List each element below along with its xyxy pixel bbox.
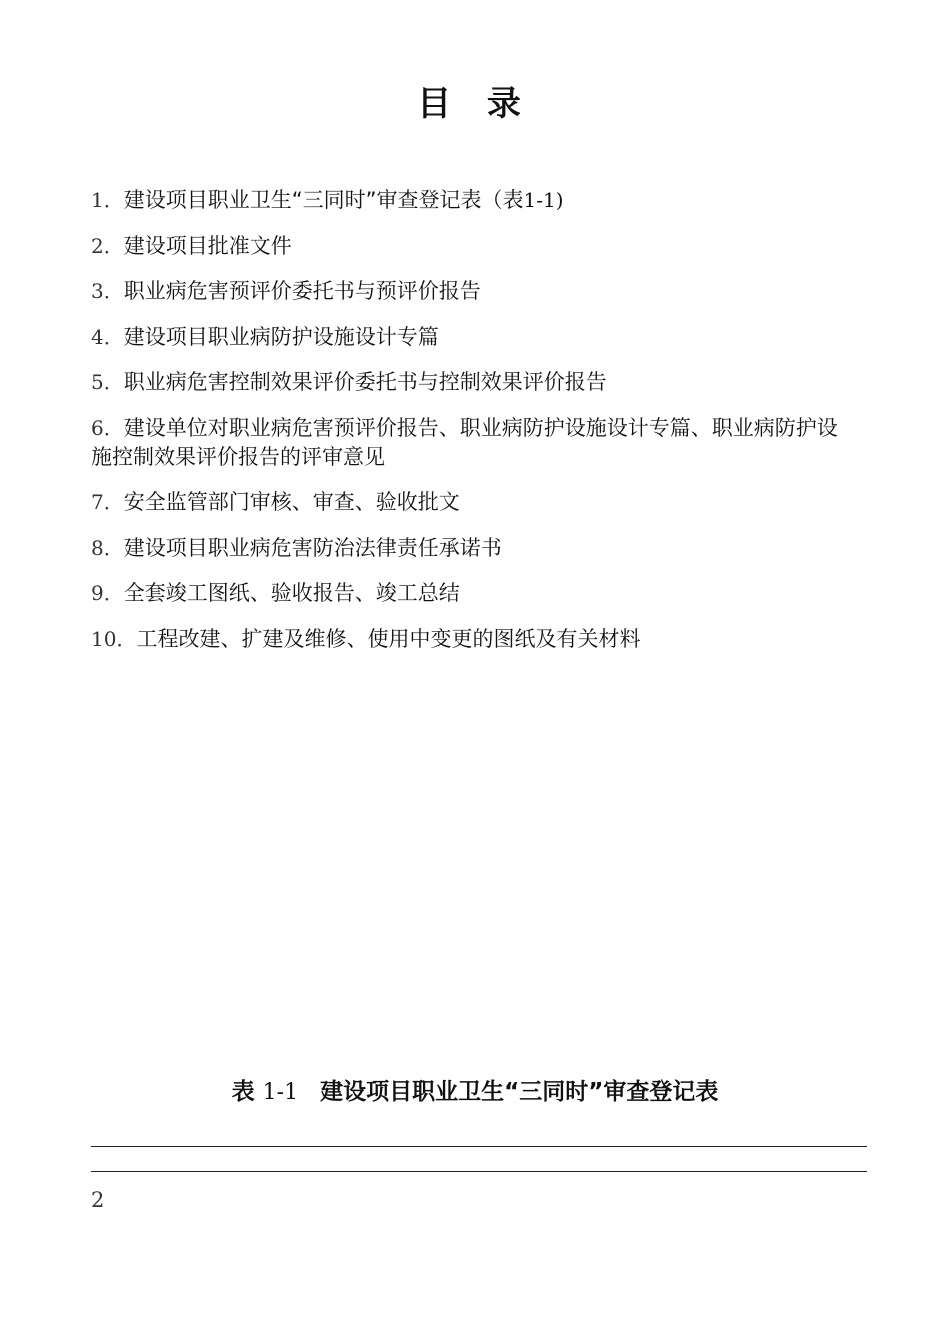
toc-item-text: 全套竣工图纸、验收报告、竣工总结 bbox=[123, 581, 460, 605]
toc-item-6 bbox=[91, 414, 851, 472]
toc-item-number: 2． bbox=[91, 233, 124, 258]
page-number: 2 bbox=[91, 1188, 105, 1212]
horizontal-rule bbox=[91, 1171, 867, 1172]
toc-item-text: 建设项目批准文件 bbox=[123, 233, 292, 258]
toc-item-text: 建设项目职业病防护设施设计专篇 bbox=[123, 324, 439, 349]
toc-item-number: 7． bbox=[91, 490, 124, 514]
toc-list bbox=[91, 186, 851, 670]
toc-item-7 bbox=[91, 488, 851, 517]
toc-item-text: 职业病危害预评价委托书与预评价报告 bbox=[123, 279, 481, 303]
toc-item-9 bbox=[91, 579, 851, 608]
toc-item-2 bbox=[91, 232, 851, 261]
toc-item-text: 职业病危害控制效果评价委托书与控制效果评价报告 bbox=[123, 370, 607, 394]
toc-item-5 bbox=[91, 368, 851, 397]
toc-item-text: 建设项目职业卫生“三同时”审查登记表（表 bbox=[123, 188, 524, 212]
toc-item-number: 5． bbox=[91, 370, 124, 394]
toc-item-number: 6． bbox=[91, 415, 124, 440]
toc-title: 目 录 bbox=[417, 84, 533, 124]
table-heading-number: 1-1 bbox=[262, 1080, 299, 1105]
toc-item-10 bbox=[91, 625, 851, 654]
toc-item-number: 4． bbox=[91, 324, 124, 349]
horizontal-rule bbox=[91, 1146, 867, 1147]
toc-item-3 bbox=[91, 277, 851, 306]
table-heading bbox=[0, 1075, 950, 1110]
toc-item-text: 安全监管部门审核、审查、验收批文 bbox=[123, 490, 460, 514]
table-heading-prefix: 表 bbox=[231, 1079, 255, 1105]
table-heading-title: 建设项目职业卫生“三同时”审查登记表 bbox=[320, 1079, 719, 1105]
toc-item-number: 9． bbox=[91, 581, 124, 605]
toc-item-1 bbox=[91, 186, 851, 215]
toc-item-number: 10． bbox=[91, 626, 137, 651]
toc-item-text: 建设单位对职业病危害预评价报告、职业病防护设施设计专篇、职业病防护设施控制效果评价报告的评审意见 bbox=[91, 415, 838, 469]
toc-item-8 bbox=[91, 534, 851, 563]
toc-item-text: 建设项目职业病危害防治法律责任承诺书 bbox=[123, 535, 502, 560]
toc-item-4 bbox=[91, 323, 851, 352]
toc-item-suffix: 1-1) bbox=[523, 188, 564, 212]
toc-item-number: 3． bbox=[91, 279, 124, 303]
toc-item-number: 1． bbox=[91, 188, 124, 212]
toc-item-number: 8． bbox=[91, 535, 124, 560]
toc-item-text: 工程改建、扩建及维修、使用中变更的图纸及有关材料 bbox=[136, 626, 641, 651]
